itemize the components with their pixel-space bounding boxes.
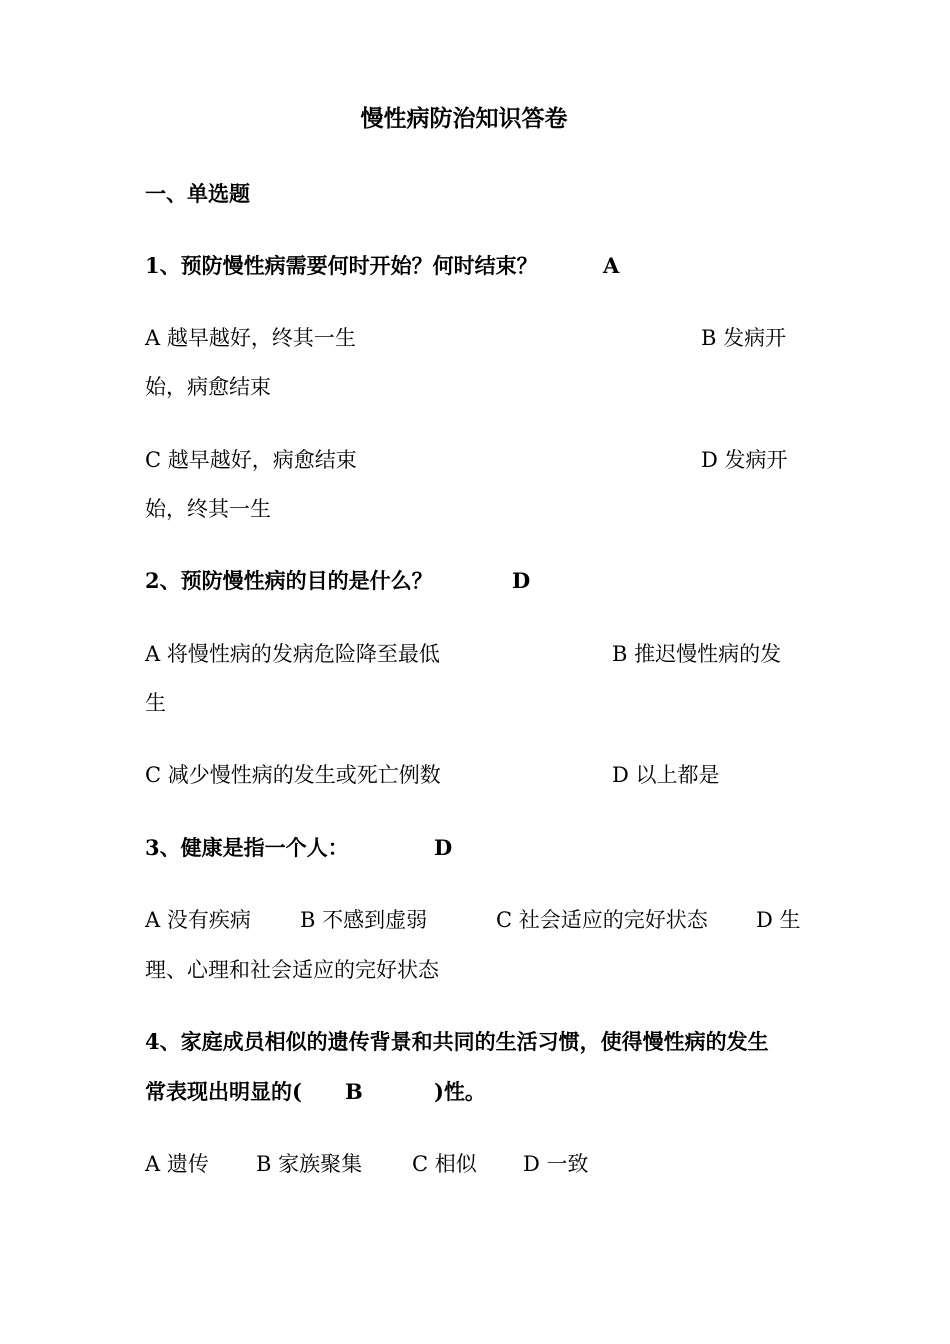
question-1-answer: A [603,253,620,278]
question-3-option-d: D 生 [756,908,801,932]
question-2-option-a: A 将慢性病的发病危险降至最低 [145,642,440,666]
question-4-option-d: D 一致 [523,1152,589,1176]
question-3-option-b: B 不感到虚弱 [300,908,428,932]
question-4-text-prefix: 常表现出明显的( [145,1079,302,1104]
page-title: 慢性病防治知识答卷 [360,105,568,132]
question-4-option-c: C 相似 [412,1152,477,1176]
question-4-text-suffix: )性。 [434,1079,486,1104]
question-1-option-d: D 发病开 [701,448,788,472]
question-2-option-b-continued: 生 [145,691,166,715]
question-1-option-a: A 越早越好，终其一生 [145,326,356,350]
question-3-option-c: C 社会适应的完好状态 [496,908,708,932]
question-4-option-a: A 遗传 [145,1152,209,1176]
question-3-option-d-continued: 理、心理和社会适应的完好状态 [145,958,439,982]
question-1-option-d-continued: 始，终其一生 [145,497,271,521]
question-3-option-a: A 没有疾病 [145,908,251,932]
question-1-option-b-continued: 始，病愈结束 [145,375,271,399]
question-1-text: 1、预防慢性病需要何时开始？何时结束？ [145,253,538,278]
question-2-answer: D [512,568,531,593]
question-2-option-d: D 以上都是 [612,763,720,787]
question-2-option-b: B 推迟慢性病的发 [612,642,782,666]
question-4-answer: B [345,1079,363,1104]
question-1-option-b: B 发病开 [701,326,787,350]
question-3-text: 3、健康是指一个人： [145,835,349,860]
section-heading: 一、单选题 [145,181,250,206]
question-2-option-c: C 减少慢性病的发生或死亡例数 [145,763,441,787]
question-2-text: 2、预防慢性病的目的是什么？ [145,568,433,593]
question-4-text-line1: 4、家庭成员相似的遗传背景和共同的生活习惯，使得慢性病的发生 [145,1029,769,1054]
question-3-answer: D [434,835,453,860]
question-4-option-b: B 家族聚集 [256,1152,363,1176]
question-1-option-c: C 越早越好，病愈结束 [145,448,357,472]
